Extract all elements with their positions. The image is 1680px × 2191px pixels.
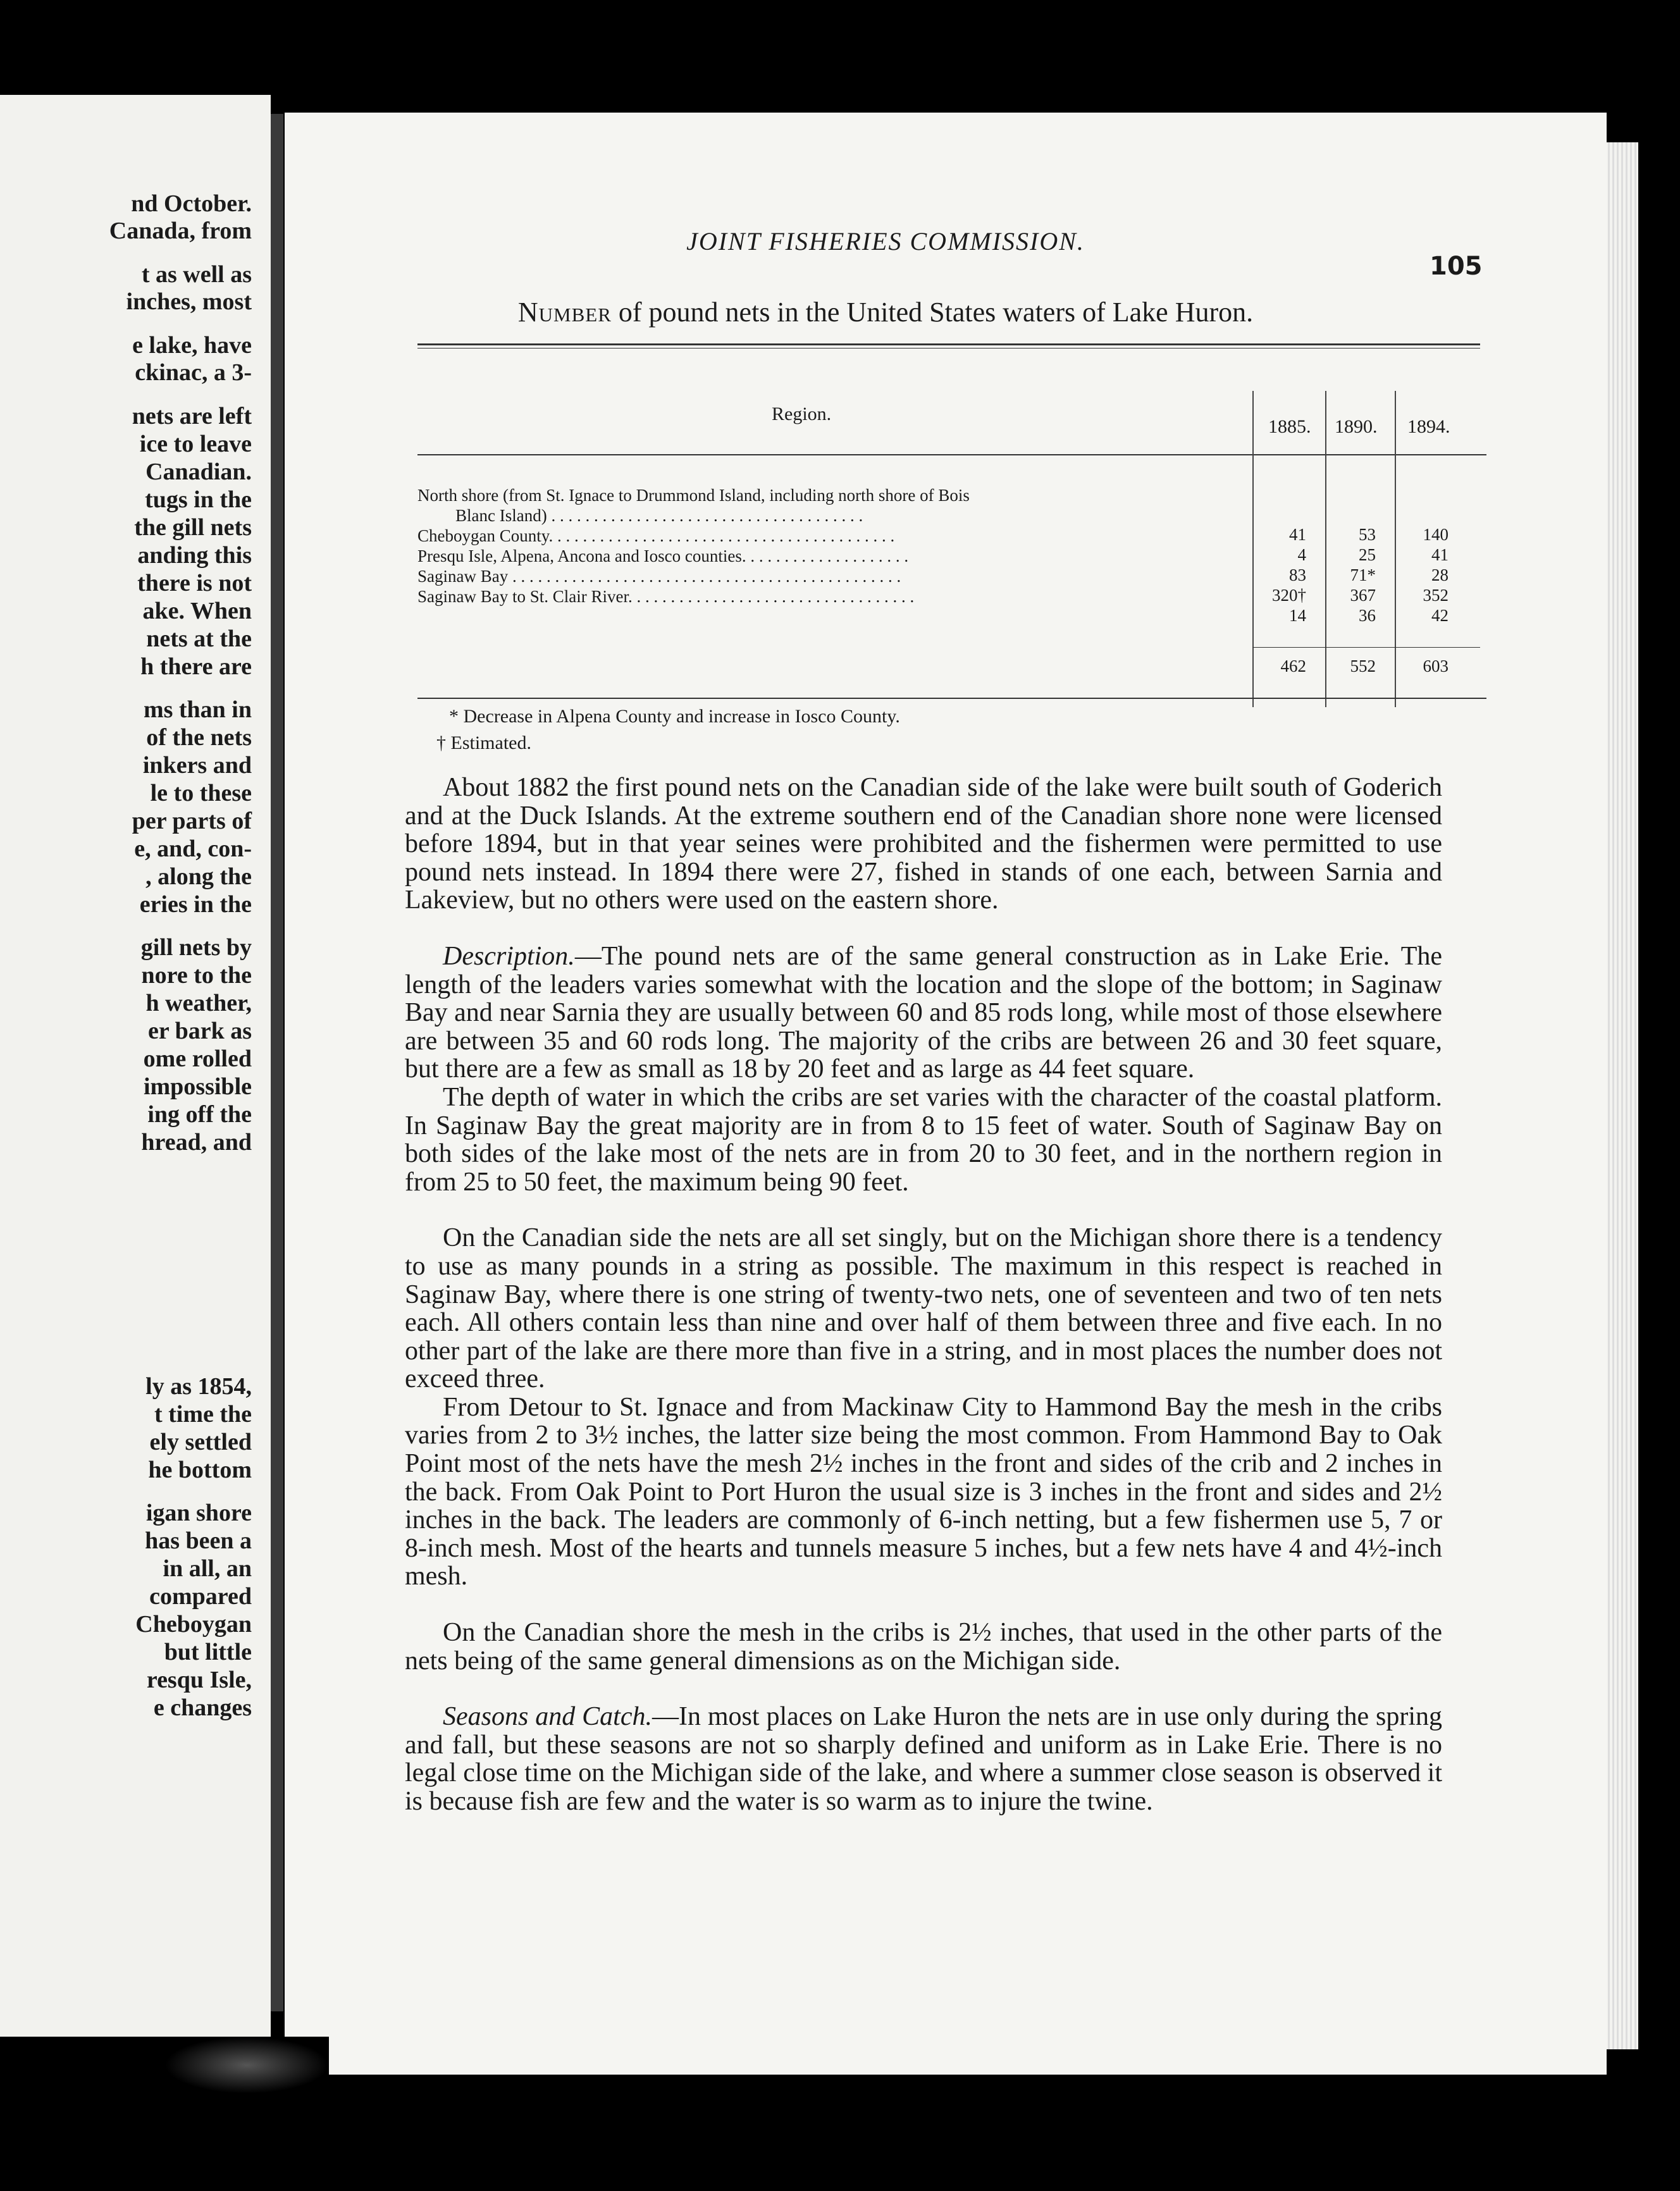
scan-smudge [164,2037,329,2094]
footnote-dagger: † Estimated. [436,732,531,753]
table-cell-1885: 320† [1272,586,1306,605]
left-page-fragment [0,95,271,2037]
left-page-line: nets are left [132,403,252,429]
left-page-line: hread, and [141,1129,252,1156]
left-page-line: resqu Isle, [146,1667,252,1693]
left-page-line: , along the [145,863,252,890]
col-header-1890: 1890. [1335,416,1378,437]
table-cell-1885: 14 [1289,606,1306,625]
table-cell-1890: 367 [1350,586,1376,605]
table-cell-1894: 140 [1423,525,1448,544]
left-page-line: of the nets [146,724,252,751]
left-page-line: anding this [137,542,252,569]
table-cell-1890: 36 [1359,606,1376,625]
col-divider-1 [1252,391,1254,707]
left-page-line: has been a [145,1528,252,1554]
left-page-line: nore to the [141,962,252,989]
left-page-line: er bark as [148,1018,252,1044]
left-page-line: tugs in the [145,486,252,513]
body-text [405,774,1442,1816]
table-cell-1890: 25 [1359,545,1376,564]
left-page-line: nd October. [131,190,252,217]
left-page-line: nets at the [146,626,252,652]
table-cell-region: Presqu Isle, Alpena, Ancona and Iosco counties. . . . . . . . . . . . . . . . . . . . [417,546,909,565]
left-page-line: Canadian. [145,459,252,485]
left-page-line: e changes [153,1694,252,1721]
left-page-line: ice to leave [139,431,252,457]
description-heading: Description. [443,941,575,971]
left-page-line: h weather, [145,990,252,1016]
left-page-line: ckinac, a 3- [135,359,252,386]
col-divider-2 [1325,391,1326,707]
table-cell-region: North shore (from St. Ignace to Drummond Island, including north shore of Bois [417,486,970,505]
total-1894: 603 [1423,657,1448,676]
table-cell-1894: 41 [1431,545,1448,564]
table-cell-1894: 28 [1431,565,1448,584]
left-page-line: gill nets by [140,934,252,961]
total-1885: 462 [1280,657,1306,676]
left-page-line: Cheboygan [135,1611,252,1638]
right-page [285,113,1607,2075]
col-divider-3 [1395,391,1396,707]
left-page-line: le to these [150,780,252,806]
totals-rule [1252,647,1480,648]
book-spine [271,114,283,2011]
table-title [285,296,1486,328]
left-page-line: per parts of [132,808,252,834]
paragraph-mesh: From Detour to St. Ignace and from Mackinaw City to Hammond Bay the mesh in the cribs varies from 2 to 3½ inches, the latter size being the most common. From Hammond Bay to Oak Point most of the nets have the mesh 2½ inches in the front and sides of the crib and 2 inches in the back. From Oak Point to Port Huron the usual size is 3 inches in the front and sides and 2½ inches in the back. The leaders are commonly of 6-inch netting, but a few fishermen use 5, 7 or 8-inch mesh. Most of the hearts and tunnels measure 5 inches, but a few nets have 4 and 4½-inch mesh. [405,1392,1442,1591]
table-title-rest: of pound nets in the United States waters of Lake Huron. [611,297,1254,328]
table-cell-1885: 4 [1297,545,1306,564]
paragraph-1: About 1882 the first pound nets on the Canadian side of the lake were built south of Goderich and at the Duck Islands. At the extreme southern end of the Canadian shore none were licensed before 1894, but in that year seines were prohibited and the fishermen were permitted to use pound nets instead. In 1894 there were 27, fished in stands of one each, between Sarnia and Lakeview, but no others were used on the eastern shore. [405,773,1442,915]
paragraph-canadian-side: On the Canadian side the nets are all set singly, but on the Michigan shore there is a tendency to use as many pounds in a string as possible. The maximum in this respect is reached in Saginaw Bay, where there is one string of twenty-two nets, one of seventeen and two of ten nets each. All others contain less than nine and over half of them between three and five each. In no other part of the lake are there more than five in a string, and in most places the number does not exceed three. [405,1223,1442,1394]
left-page-line: h there are [140,653,252,680]
footnote-asterisk: * Decrease in Alpena County and increase in Iosco County. [449,706,900,727]
left-page-line: ly as 1854, [145,1373,252,1400]
left-page-line: compared [149,1583,252,1610]
table-cell-region: Blanc Island) . . . . . . . . . . . . . . . . . . . . . . . . . . . . . . . . . . . . . [455,506,863,525]
seasons-heading: Seasons and Catch. [443,1702,652,1732]
paragraph-seasons: Seasons and Catch.—In most places on Lake Huron the nets are in use only during the spring and fall, but these seasons are not so sharply defined and uniform as in Lake Erie. There is no legal close time on the Michigan side of the lake, and where a summer close season is observed it is because fish are few and the water is so warm as to injure the twine. [405,1702,1443,1816]
left-page-line: inkers and [142,752,252,779]
total-1890: 552 [1350,657,1376,676]
table-cell-1885: 41 [1289,525,1306,544]
table-cell-1894: 352 [1423,586,1448,605]
table-cell-1885: 83 [1289,565,1306,584]
left-page-line: he bottom [148,1457,252,1483]
table-cell-1890: 53 [1359,525,1376,544]
table-top-rule [417,343,1480,345]
table-cell-region: Cheboygan County. . . . . . . . . . . . . . . . . . . . . . . . . . . . . . . . . . . . . . . . . [417,526,895,545]
left-page-line: ake. When [142,598,252,624]
left-page-line: ely settled [149,1429,252,1455]
table-bottom-rule [417,698,1486,699]
left-page-line: the gill nets [134,514,252,541]
left-page-line: ome rolled [143,1046,252,1072]
left-page-line: igan shore [145,1500,252,1526]
left-page-line: but little [164,1639,252,1665]
paragraph-description: Description.—The pound nets are of the same general construction as in Lake Erie. The length of the leaders varies somewhat with the location and the slope of the bottom; in Saginaw Bay and near Sarnia they are usually between 60 and 85 rods long, while most of those elsewhere are between 35 and 60 rods long. The majority of the cribs are between 26 and 30 feet square, but there are a few as small as 18 by 20 feet and as large as 44 feet square. [405,941,1442,1084]
left-page-line: e lake, have [132,332,252,359]
table-cell-region: Saginaw Bay to St. Clair River. . . . . . . . . . . . . . . . . . . . . . . . . . . . . . . . . . [417,587,915,606]
left-page-line: ing off the [147,1101,252,1128]
paragraph-depth: The depth of water in which the cribs are set varies with the character of the coastal platform. In Saginaw Bay the great majority are in from 8 to 15 feet of water. South of Saginaw Bay on both sides of the lake most of the nets are in from 20 to 30 feet, and in the northern region in from 25 to 50 feet, the maximum being 90 feet. [405,1082,1442,1197]
left-page-line: eries in the [139,891,252,918]
table-title-caps: Number [517,297,612,328]
col-header-1885: 1885. [1268,416,1311,437]
left-page-line: ms than in [143,696,252,723]
table-cell-region: Saginaw Bay . . . . . . . . . . . . . . . . . . . . . . . . . . . . . . . . . . . . . . . . . . . . . . [417,567,901,586]
left-page-line: e, and, con- [134,836,252,862]
left-page-line: t as well as [141,261,252,288]
left-page-line: impossible [143,1073,252,1100]
left-page-line: inches, most [126,288,252,315]
col-header-region: Region. [772,404,832,424]
page-number: 105 [1430,252,1483,281]
left-page-line: Canada, from [109,218,252,244]
paragraph-canadian-mesh: On the Canadian shore the mesh in the cribs is 2½ inches, that used in the other parts of the nets being of the same general dimensions as on the Michigan side. [405,1618,1442,1676]
table-cell-1894: 42 [1431,606,1448,625]
running-header: JOINT FISHERIES COMMISSION. [686,227,1085,256]
col-header-1894: 1894. [1407,416,1450,437]
left-page-line: there is not [137,570,252,596]
left-page-line: t time the [154,1401,252,1428]
table-top-rule-thin [417,348,1480,349]
table-cell-1890: 71* [1350,565,1376,584]
left-page-line: in all, an [163,1555,252,1582]
